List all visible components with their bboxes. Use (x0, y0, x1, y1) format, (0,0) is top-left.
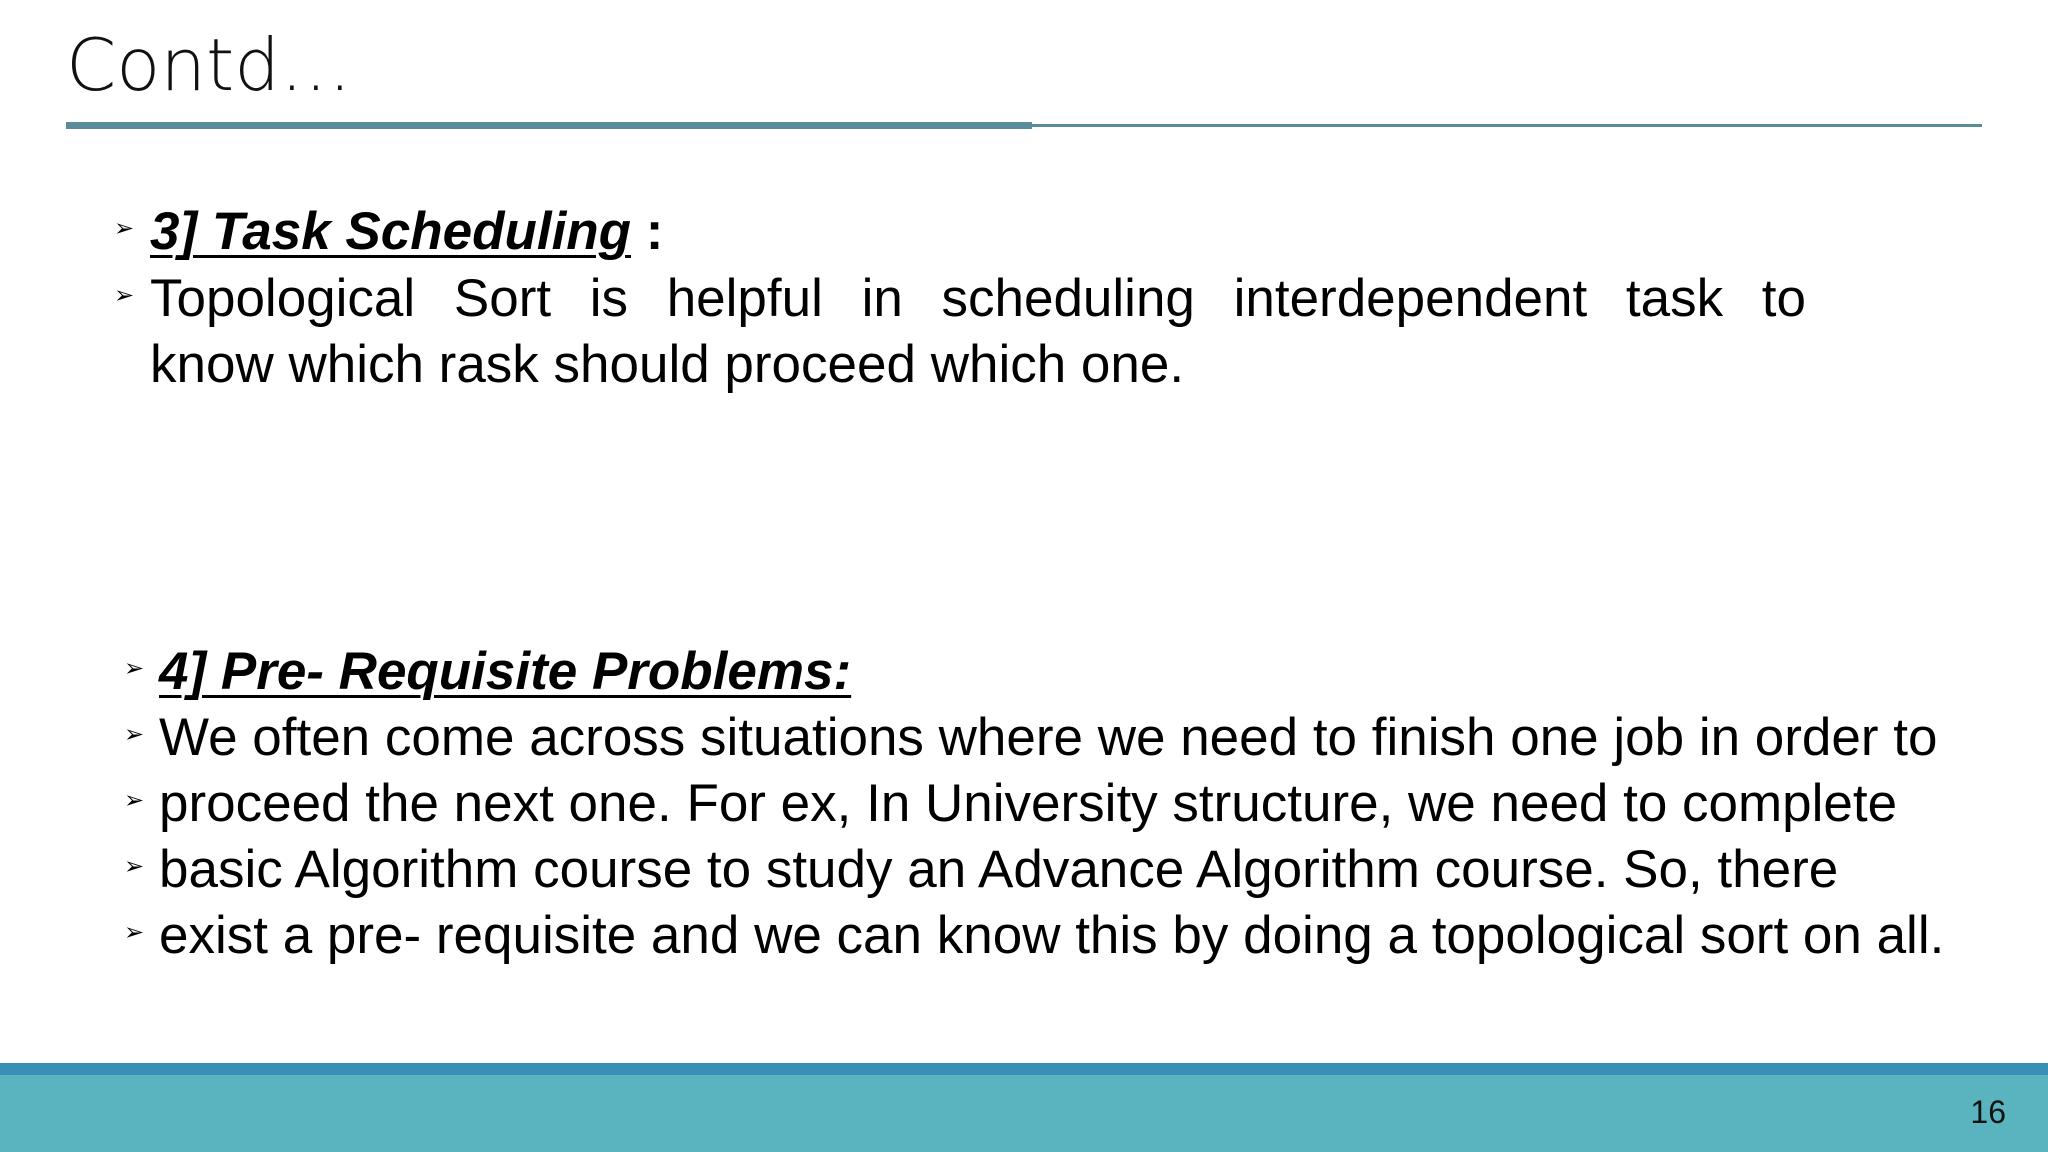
section3-line-2: know which rask should proceed which one. (150, 335, 1185, 394)
section3-line-1: Topological Sort is helpful in scheduling interdependent task to (150, 269, 1806, 328)
arrowhead-bullet-icon: ➢ (124, 654, 145, 682)
section3-heading-row (150, 199, 663, 265)
slide-title: Contd… (66, 23, 352, 107)
arrowhead-bullet-icon: ➢ (124, 852, 145, 880)
arrowhead-bullet-icon: ➢ (114, 281, 135, 309)
section4-line-1: We often come across situations where we need to finish one job in order to (159, 708, 1938, 767)
section3-heading: 3] Task Scheduling (150, 202, 632, 261)
section4-line-2: proceed the next one. For ex, In University structure, we need to complete (159, 774, 1898, 833)
arrowhead-bullet-icon: ➢ (114, 214, 135, 242)
page-number: 16 (1970, 1094, 2006, 1130)
arrowhead-bullet-icon: ➢ (124, 786, 145, 814)
arrowhead-bullet-icon: ➢ (124, 720, 145, 748)
arrowhead-bullet-icon: ➢ (124, 918, 145, 946)
section4-heading-row (159, 639, 851, 705)
footer-accent-strip (0, 1063, 2048, 1075)
section4-line-3: basic Algorithm course to study an Advance Algorithm course. So, there (159, 840, 1839, 899)
section4-line-4: exist a pre- requisite and we can know this by doing a topological sort on all. (159, 906, 1945, 965)
footer-band (0, 1075, 2048, 1152)
title-rule-thin (1032, 124, 1982, 127)
title-rule-thick (66, 122, 1032, 129)
section3-heading-colon: : (631, 202, 664, 261)
section4-heading: 4] Pre- Requisite Problems: (159, 642, 852, 701)
